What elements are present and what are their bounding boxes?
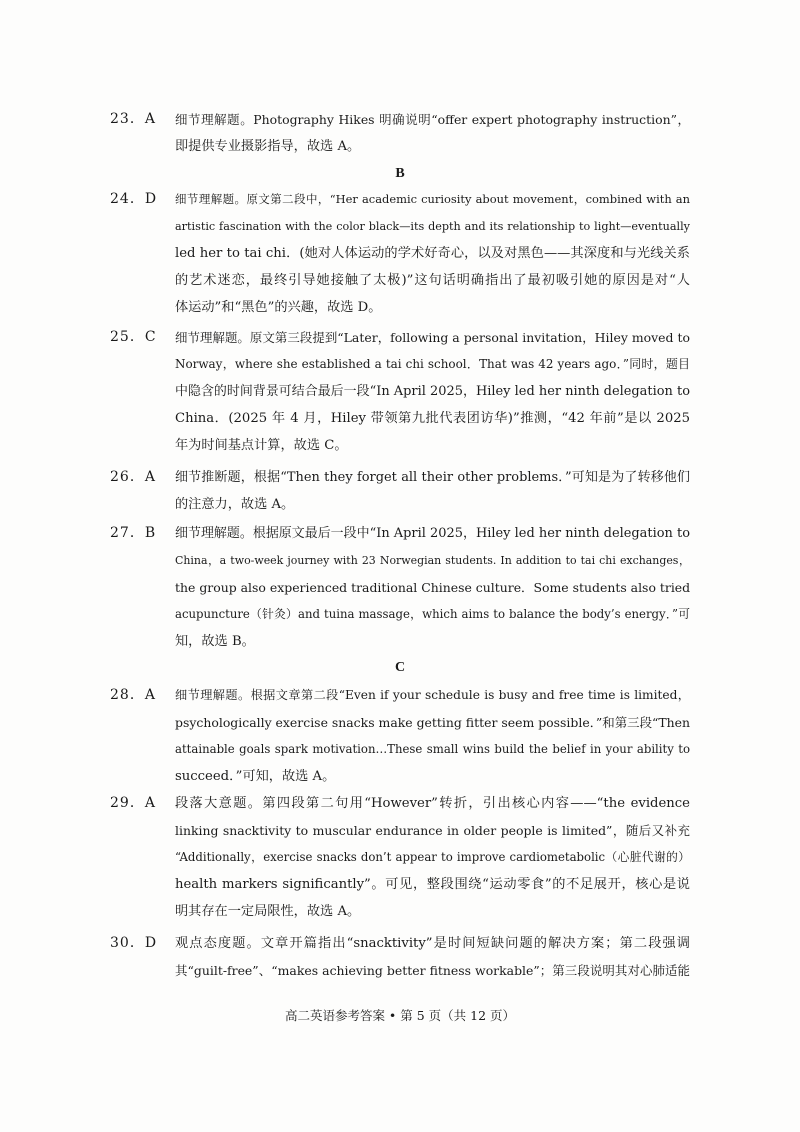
explanation-line: 段落大意题。第四段第二句用“However”转折，引出核心内容——“the evidence <box>175 796 690 811</box>
answer-number: 29．A <box>110 795 156 811</box>
explanation-line: 中隐含的时间背景可结合最后一段“In April 2025，Hiley led her ninth delegation to <box>175 384 690 399</box>
explanation-line: 观点态度题。文章开篇指出“snacktivity”是时间短缺问题的解决方案；第二段强调 <box>175 936 690 951</box>
answer-number: 30．D <box>110 935 158 951</box>
answer-number: 26．A <box>110 469 156 485</box>
answer-number: 24．D <box>110 191 158 207</box>
answer-explanation <box>175 106 690 160</box>
answer-explanation <box>175 682 690 790</box>
explanation-line: 年为时间基点计算，故选 C。 <box>175 438 348 453</box>
explanation-line: China，a two-week journey with 23 Norwegian students. In addition to tai chi exchanges， <box>175 554 690 567</box>
explanation-line: 细节理解题。原文第三段提到“Later，following a personal invitation，Hiley moved to <box>175 330 690 345</box>
explanation-line: 其“guilt-free”、“makes achieving better fitness workable”；第三段说明其对心肺适能 <box>175 963 690 978</box>
explanation-line: 知，故选 B。 <box>175 634 255 649</box>
explanation-line: “Additionally，exercise snacks don’t appear to improve cardiometabolic（心脏代谢的） <box>175 850 690 864</box>
explanation-line: psychologically exercise snacks make getting fitter seem possible．”和第三段“Then <box>175 715 691 730</box>
explanation-line: 细节理解题。Photography Hikes 明确说明“offer expert photography instruction”， <box>175 112 690 127</box>
explanation-line: linking snacktivity to muscular endurance in older people is limited”，随后又补充 <box>175 823 690 838</box>
explanation-line: Norway，where she established a tai chi school．That was 42 years ago．”同时，题目 <box>175 357 690 371</box>
explanation-line: artistic fascination with the color black—its depth and its relationship to light—eventually <box>175 220 690 233</box>
section-heading-c: C <box>394 660 406 675</box>
answer-number: 25．C <box>110 329 157 345</box>
explanation-line: 细节推断题，根据“Then they forget all their other problems．”可知是为了转移他们 <box>175 470 690 485</box>
answer-number: 28．A <box>110 687 156 703</box>
explanation-line: China．(2025 年 4 月，Hiley 带领第九批代表团访华)”推测，“42 年前”是以 2025 <box>175 411 690 426</box>
explanation-line: 的注意力，故选 A。 <box>175 497 295 512</box>
answer-number: 27．B <box>110 525 157 541</box>
explanation-line: 即提供专业摄影指导，故选 A。 <box>175 139 361 154</box>
explanation-line: the group also experienced traditional Chinese culture．Some students also tried <box>175 580 691 595</box>
explanation-line: 明其存在一定局限性，故选 A。 <box>175 904 361 919</box>
answer-explanation <box>175 464 690 518</box>
explanation-line: 细节理解题。根据原文最后一段中“In April 2025，Hiley led her ninth delegation to <box>175 526 690 541</box>
explanation-line: health markers significantly”。可见，整段围绕“运动零食”的不足展开，核心是说 <box>175 877 690 892</box>
explanation-line: attainable goals spark motivation…These small wins build the belief in your ability to <box>175 742 690 756</box>
explanation-line: 体运动”和“黑色”的兴趣，故选 D。 <box>175 300 382 315</box>
explanation-line: succeed．”可知，故选 A。 <box>175 769 336 784</box>
page-footer: 高二英语参考答案 • 第 5 页（共 12 页） <box>284 1008 516 1023</box>
explanation-line: 细节理解题。原文第二段中，“Her academic curiosity about movement，combined with an <box>175 192 690 206</box>
answer-explanation <box>175 930 690 984</box>
explanation-line: acupuncture（针灸）and tuina massage，which aims to balance the body’s energy．”可 <box>175 607 690 621</box>
explanation-line: 细节理解题。根据文章第二段“Even if your schedule is busy and free time is limited， <box>175 688 690 702</box>
answer-explanation <box>175 790 690 925</box>
explanation-line: led her to tai chi．(她对人体运动的学术好奇心，以及对黑色——其深度和与光线关系 <box>175 246 690 261</box>
answer-explanation <box>175 324 690 459</box>
answer-explanation <box>175 520 690 655</box>
explanation-line: 的艺术迷恋，最终引导她接触了太极)”这句话明确指出了最初吸引她的原因是对“人 <box>175 273 690 288</box>
section-heading-b: B <box>395 166 405 181</box>
answer-number: 23．A <box>110 111 156 127</box>
answer-explanation <box>175 186 690 321</box>
